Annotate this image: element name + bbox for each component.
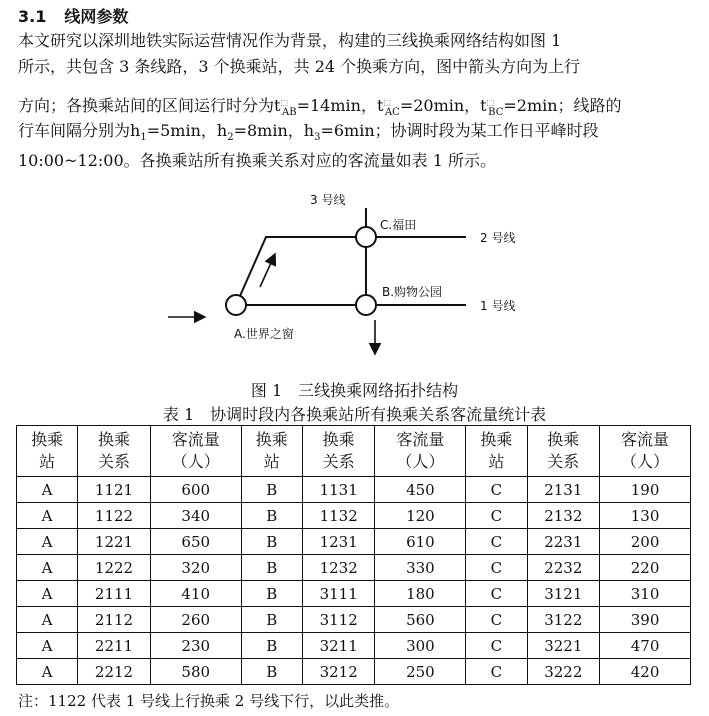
station-a-node bbox=[226, 295, 246, 315]
cell-relation: 3221 bbox=[527, 633, 600, 659]
table-body bbox=[17, 477, 691, 685]
cell-station: B bbox=[241, 477, 302, 503]
cell-flow: 180 bbox=[375, 581, 466, 607]
table-header-row bbox=[17, 426, 691, 477]
cell-relation: 1132 bbox=[302, 503, 375, 529]
text-segment: 方向；各换乘站间的区间运行时分为t bbox=[18, 96, 281, 115]
station-b-node bbox=[356, 295, 376, 315]
placeholder-box-icon: ⬚ bbox=[486, 98, 495, 107]
text-segment: =2min；线路的 bbox=[503, 96, 622, 115]
cell-relation: 1222 bbox=[78, 555, 151, 581]
line3-label: 3 号线 bbox=[310, 193, 346, 207]
cell-flow: 300 bbox=[375, 633, 466, 659]
cell-relation: 1122 bbox=[78, 503, 151, 529]
cell-flow: 410 bbox=[150, 581, 241, 607]
header-relation: 换乘 关系 bbox=[527, 426, 600, 477]
cell-relation: 3121 bbox=[527, 581, 600, 607]
cell-flow: 260 bbox=[150, 607, 241, 633]
cell-flow: 120 bbox=[375, 503, 466, 529]
cell-station: B bbox=[241, 555, 302, 581]
cell-relation: 3212 bbox=[302, 659, 375, 685]
line2-label: 2 号线 bbox=[480, 231, 516, 245]
table-row bbox=[17, 581, 691, 607]
cell-station: C bbox=[466, 581, 527, 607]
station-a-label: A.世界之窗 bbox=[234, 327, 294, 341]
header-flow: 客流量 （人） bbox=[600, 426, 691, 477]
cell-station: A bbox=[17, 555, 78, 581]
cell-flow: 200 bbox=[600, 529, 691, 555]
section-heading bbox=[18, 4, 128, 27]
table-row bbox=[17, 503, 691, 529]
cell-flow: 450 bbox=[375, 477, 466, 503]
text-segment: =8min，h bbox=[233, 121, 315, 140]
cell-flow: 580 bbox=[150, 659, 241, 685]
cell-station: B bbox=[241, 607, 302, 633]
cell-station: C bbox=[466, 529, 527, 555]
cell-relation: 2132 bbox=[527, 503, 600, 529]
cell-flow: 610 bbox=[375, 529, 466, 555]
cell-relation: 1131 bbox=[302, 477, 375, 503]
line1-label: 1 号线 bbox=[480, 299, 516, 313]
header-station: 换乘 站 bbox=[241, 426, 302, 477]
cell-flow: 470 bbox=[600, 633, 691, 659]
cell-flow: 390 bbox=[600, 607, 691, 633]
cell-relation: 2112 bbox=[78, 607, 151, 633]
text-segment: 行车间隔分别为h bbox=[18, 121, 141, 140]
line2-left-track bbox=[236, 237, 366, 305]
cell-flow: 560 bbox=[375, 607, 466, 633]
cell-relation: 3112 bbox=[302, 607, 375, 633]
section-number: 3.1 bbox=[18, 7, 47, 26]
table-row bbox=[17, 477, 691, 503]
cell-relation: 1121 bbox=[78, 477, 151, 503]
cell-flow: 220 bbox=[600, 555, 691, 581]
cell-relation: 1221 bbox=[78, 529, 151, 555]
cell-relation: 1231 bbox=[302, 529, 375, 555]
text-segment: =5min，h bbox=[146, 121, 228, 140]
cell-station: B bbox=[241, 581, 302, 607]
cell-relation: 2232 bbox=[527, 555, 600, 581]
cell-station: A bbox=[17, 607, 78, 633]
cell-station: A bbox=[17, 581, 78, 607]
cell-station: C bbox=[466, 503, 527, 529]
cell-flow: 250 bbox=[375, 659, 466, 685]
cell-station: A bbox=[17, 659, 78, 685]
up-arrow-icon bbox=[260, 254, 275, 287]
text-segment: =20min，t bbox=[399, 96, 487, 115]
cell-relation: 3111 bbox=[302, 581, 375, 607]
cell-station: A bbox=[17, 529, 78, 555]
cell-station: C bbox=[466, 555, 527, 581]
subscript: 1 bbox=[140, 132, 147, 143]
cell-station: B bbox=[241, 503, 302, 529]
cell-station: C bbox=[466, 659, 527, 685]
cell-relation: 3222 bbox=[527, 659, 600, 685]
cell-station: C bbox=[466, 607, 527, 633]
cell-station: B bbox=[241, 529, 302, 555]
table-row bbox=[17, 529, 691, 555]
header-relation: 换乘 关系 bbox=[302, 426, 375, 477]
placeholder-box-icon: ⬚ bbox=[280, 98, 288, 107]
cell-flow: 230 bbox=[150, 633, 241, 659]
table-note: 注：1122 代表 1 号线上行换乘 2 号线下行，以此类推。 bbox=[18, 692, 400, 710]
cell-flow: 600 bbox=[150, 477, 241, 503]
cell-flow: 190 bbox=[600, 477, 691, 503]
cell-relation: 2131 bbox=[527, 477, 600, 503]
cell-flow: 650 bbox=[150, 529, 241, 555]
passenger-flow-table bbox=[16, 425, 691, 685]
network-diagram bbox=[150, 182, 570, 372]
subscript: 2 bbox=[227, 132, 234, 143]
subscript: AB bbox=[282, 107, 297, 118]
figure-caption: 图 1 三线换乘网络拓扑结构 bbox=[250, 381, 459, 400]
paragraph-line-5: 10:00~12:00。各换乘站所有换乘关系对应的客流量如表 1 所示。 bbox=[18, 151, 496, 170]
station-b-label: B.购物公园 bbox=[382, 285, 443, 299]
cell-station: A bbox=[17, 477, 78, 503]
text-segment: =14min，t bbox=[296, 96, 384, 115]
section-title: 线网参数 bbox=[64, 7, 129, 26]
cell-flow: 320 bbox=[150, 555, 241, 581]
cell-relation: 2212 bbox=[78, 659, 151, 685]
table-caption: 表 1 协调时段内各换乘站所有换乘关系客流量统计表 bbox=[162, 405, 547, 424]
cell-station: B bbox=[241, 659, 302, 685]
cell-flow: 330 bbox=[375, 555, 466, 581]
subscript: AC bbox=[384, 107, 400, 118]
paragraph-line-2: 所示，共包含 3 条线路，3 个换乘站，共 24 个换乘方向，图中箭头方向为上行 bbox=[18, 57, 581, 76]
cell-station: B bbox=[241, 633, 302, 659]
cell-relation: 3211 bbox=[302, 633, 375, 659]
cell-station: A bbox=[17, 503, 78, 529]
subscript: BC bbox=[488, 107, 504, 118]
subscript: 3 bbox=[314, 132, 321, 143]
station-c-node bbox=[356, 227, 376, 247]
cell-station: A bbox=[17, 633, 78, 659]
header-station: 换乘 站 bbox=[17, 426, 78, 477]
cell-relation: 2111 bbox=[78, 581, 151, 607]
table-row bbox=[17, 607, 691, 633]
placeholder-box-icon: ⬚ bbox=[383, 98, 391, 107]
header-station: 换乘 站 bbox=[466, 426, 527, 477]
cell-relation: 2211 bbox=[78, 633, 151, 659]
cell-relation: 2231 bbox=[527, 529, 600, 555]
cell-flow: 340 bbox=[150, 503, 241, 529]
cell-flow: 420 bbox=[600, 659, 691, 685]
header-flow: 客流量 （人） bbox=[375, 426, 466, 477]
cell-station: C bbox=[466, 633, 527, 659]
table-row bbox=[17, 555, 691, 581]
body-paragraph bbox=[18, 28, 698, 80]
table-row bbox=[17, 633, 691, 659]
cell-relation: 3122 bbox=[527, 607, 600, 633]
paragraph-line-4 bbox=[18, 118, 698, 151]
header-flow: 客流量 （人） bbox=[150, 426, 241, 477]
cell-relation: 1232 bbox=[302, 555, 375, 581]
paragraph-line-1: 本文研究以深圳地铁实际运营情况作为背景，构建的三线换乘网络结构如图 1 bbox=[18, 31, 562, 50]
cell-flow: 310 bbox=[600, 581, 691, 607]
header-relation: 换乘 关系 bbox=[78, 426, 151, 477]
cell-station: C bbox=[466, 477, 527, 503]
cell-flow: 130 bbox=[600, 503, 691, 529]
text-segment: =6min；协调时段为某工作日平峰时段 bbox=[320, 121, 599, 140]
table-row bbox=[17, 659, 691, 685]
station-c-label: C.福田 bbox=[380, 218, 417, 232]
